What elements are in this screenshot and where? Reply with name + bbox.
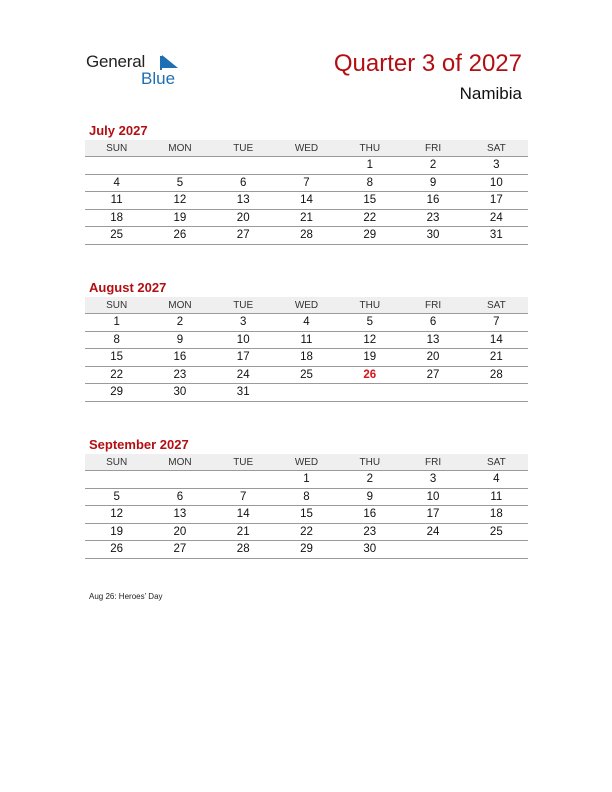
day-cell: 8 — [303, 490, 310, 503]
week-row — [85, 192, 528, 210]
day-cell: 1 — [366, 159, 373, 172]
day-cell: 15 — [110, 351, 124, 364]
weekday-label: THU — [359, 299, 381, 311]
day-cell: 13 — [236, 194, 250, 207]
weekday-label: FRI — [424, 142, 442, 154]
day-cell: 31 — [489, 229, 503, 242]
day-cell: 16 — [426, 194, 440, 207]
day-cell: 21 — [489, 351, 503, 364]
day-cell: 16 — [173, 351, 187, 364]
day-cell: 17 — [426, 508, 440, 521]
day-cell: 14 — [300, 194, 313, 207]
day-cell: 31 — [236, 386, 250, 399]
week-row — [85, 349, 528, 367]
weekday-label: MON — [168, 299, 192, 311]
day-cell: 13 — [426, 333, 440, 346]
day-cell: 3 — [429, 473, 437, 486]
day-cell: 19 — [110, 525, 124, 538]
day-cell: 20 — [426, 351, 440, 364]
week-row — [85, 227, 528, 245]
day-cell: 22 — [300, 525, 313, 538]
day-cell: 27 — [426, 368, 440, 381]
day-cell: 9 — [429, 176, 437, 189]
day-cell: 28 — [236, 543, 250, 556]
day-cell: 11 — [110, 194, 123, 207]
day-cell: 1 — [113, 316, 120, 329]
country-name: Namibia — [459, 84, 522, 103]
day-cell: 27 — [173, 543, 187, 556]
day-cell: 23 — [363, 525, 377, 538]
week-row — [85, 367, 528, 385]
day-cell: 29 — [110, 386, 124, 399]
day-cell: 24 — [489, 211, 503, 224]
weekday-label: FRI — [424, 299, 442, 311]
day-cell: 27 — [236, 229, 250, 242]
day-cell: 11 — [300, 333, 313, 346]
day-cell: 12 — [110, 508, 124, 521]
weekday-label: THU — [359, 456, 381, 468]
day-cell: 29 — [300, 543, 313, 556]
day-cell: 12 — [363, 333, 377, 346]
day-cell: 28 — [300, 229, 313, 242]
week-row — [85, 384, 528, 402]
week-row — [85, 506, 528, 524]
day-cell: 8 — [366, 176, 373, 189]
day-cell: 18 — [110, 211, 124, 224]
day-cell: 9 — [176, 333, 184, 346]
week-row — [85, 175, 528, 193]
weekday-label: WED — [294, 299, 319, 311]
day-cell: 20 — [236, 211, 250, 224]
weekday-label: MON — [168, 142, 192, 154]
weekday-header-row — [85, 140, 528, 157]
day-cell: 18 — [300, 351, 313, 364]
day-cell: 14 — [236, 508, 250, 521]
week-row — [85, 471, 528, 489]
day-cell: 5 — [113, 490, 120, 503]
day-cell: 3 — [493, 159, 500, 172]
day-cell: 10 — [236, 333, 250, 346]
day-cell: 2 — [176, 316, 184, 329]
day-cell: 23 — [173, 368, 187, 381]
week-row — [85, 210, 528, 228]
weekday-label: TUE — [233, 299, 254, 311]
day-cell: 7 — [493, 316, 500, 329]
logo-text-general: General — [86, 52, 146, 71]
day-cell: 10 — [489, 176, 503, 189]
day-cell: 11 — [490, 490, 503, 503]
day-cell: 1 — [303, 473, 310, 486]
day-cell: 13 — [173, 508, 187, 521]
day-cell: 15 — [363, 194, 377, 207]
day-cell: 29 — [363, 229, 377, 242]
month-calendar-july — [85, 122, 528, 245]
week-row — [85, 489, 528, 507]
week-row — [85, 157, 528, 175]
weekday-label: TUE — [233, 142, 254, 154]
day-cell: 21 — [300, 211, 313, 224]
weekday-label: THU — [359, 142, 381, 154]
day-cell: 4 — [303, 316, 310, 329]
day-cell: 17 — [489, 194, 503, 207]
day-cell: 5 — [366, 316, 373, 329]
weekday-label: SAT — [486, 142, 506, 154]
day-cell: 30 — [363, 543, 377, 556]
day-cell: 9 — [366, 490, 373, 503]
weekday-label: SAT — [486, 299, 506, 311]
day-cell: 14 — [489, 333, 503, 346]
day-cell: 22 — [110, 368, 124, 381]
day-cell: 6 — [240, 176, 247, 189]
day-cell: 7 — [240, 490, 247, 503]
day-cell: 19 — [173, 211, 187, 224]
weekday-label: SUN — [106, 299, 128, 311]
day-cell: 30 — [426, 229, 440, 242]
weekday-label: TUE — [233, 456, 254, 468]
month-calendar-august — [85, 279, 528, 402]
day-cell: 25 — [110, 229, 124, 242]
day-cell: 28 — [489, 368, 503, 381]
day-cell: 24 — [236, 368, 250, 381]
weekday-label: SUN — [106, 456, 128, 468]
week-row — [85, 332, 528, 350]
holiday-day-cell: 26 — [363, 368, 377, 381]
logo-flag-icon — [162, 55, 178, 68]
calendar-grid — [85, 454, 528, 559]
calendar-grid — [85, 297, 528, 402]
day-cell: 25 — [489, 525, 503, 538]
day-cell: 17 — [236, 351, 250, 364]
day-cell: 20 — [173, 525, 187, 538]
calendar-grid — [85, 140, 528, 245]
day-cell: 18 — [489, 508, 503, 521]
day-cell: 30 — [173, 386, 187, 399]
week-row — [85, 314, 528, 332]
day-cell: 5 — [176, 176, 184, 189]
day-cell: 12 — [173, 194, 187, 207]
page-title: Quarter 3 of 2027 — [333, 50, 522, 77]
week-row — [85, 541, 528, 559]
month-calendar-september — [85, 436, 528, 559]
weekday-label: MON — [168, 456, 192, 468]
day-cell: 10 — [426, 490, 440, 503]
weekday-label: FRI — [424, 456, 442, 468]
day-cell: 19 — [363, 351, 377, 364]
day-cell: 25 — [300, 368, 313, 381]
weekday-header-row — [85, 297, 528, 314]
day-cell: 22 — [363, 211, 377, 224]
month-title: July 2027 — [89, 123, 148, 138]
logo-text-blue: Blue — [141, 69, 176, 88]
weekday-header-row — [85, 454, 528, 471]
day-cell: 16 — [363, 508, 377, 521]
general-blue-logo — [86, 52, 186, 90]
day-cell: 26 — [173, 229, 187, 242]
month-title: September 2027 — [89, 437, 189, 452]
weekday-label: WED — [294, 142, 319, 154]
day-cell: 24 — [426, 525, 440, 538]
day-cell: 2 — [429, 159, 437, 172]
weekday-label: WED — [294, 456, 319, 468]
day-cell: 26 — [110, 543, 124, 556]
weekday-label: SAT — [486, 456, 506, 468]
day-cell: 4 — [493, 473, 500, 486]
weekday-label: SUN — [106, 142, 128, 154]
day-cell: 2 — [366, 473, 373, 486]
day-cell: 6 — [176, 490, 184, 503]
day-cell: 7 — [303, 176, 310, 189]
day-cell: 23 — [426, 211, 440, 224]
week-row — [85, 524, 528, 542]
day-cell: 21 — [236, 525, 250, 538]
day-cell: 3 — [240, 316, 247, 329]
day-cell: 8 — [113, 333, 120, 346]
month-title: August 2027 — [89, 280, 167, 295]
day-cell: 4 — [113, 176, 120, 189]
day-cell: 15 — [300, 508, 313, 521]
holiday-notes: Aug 26: Heroes’ Day — [89, 592, 163, 601]
day-cell: 6 — [429, 316, 437, 329]
